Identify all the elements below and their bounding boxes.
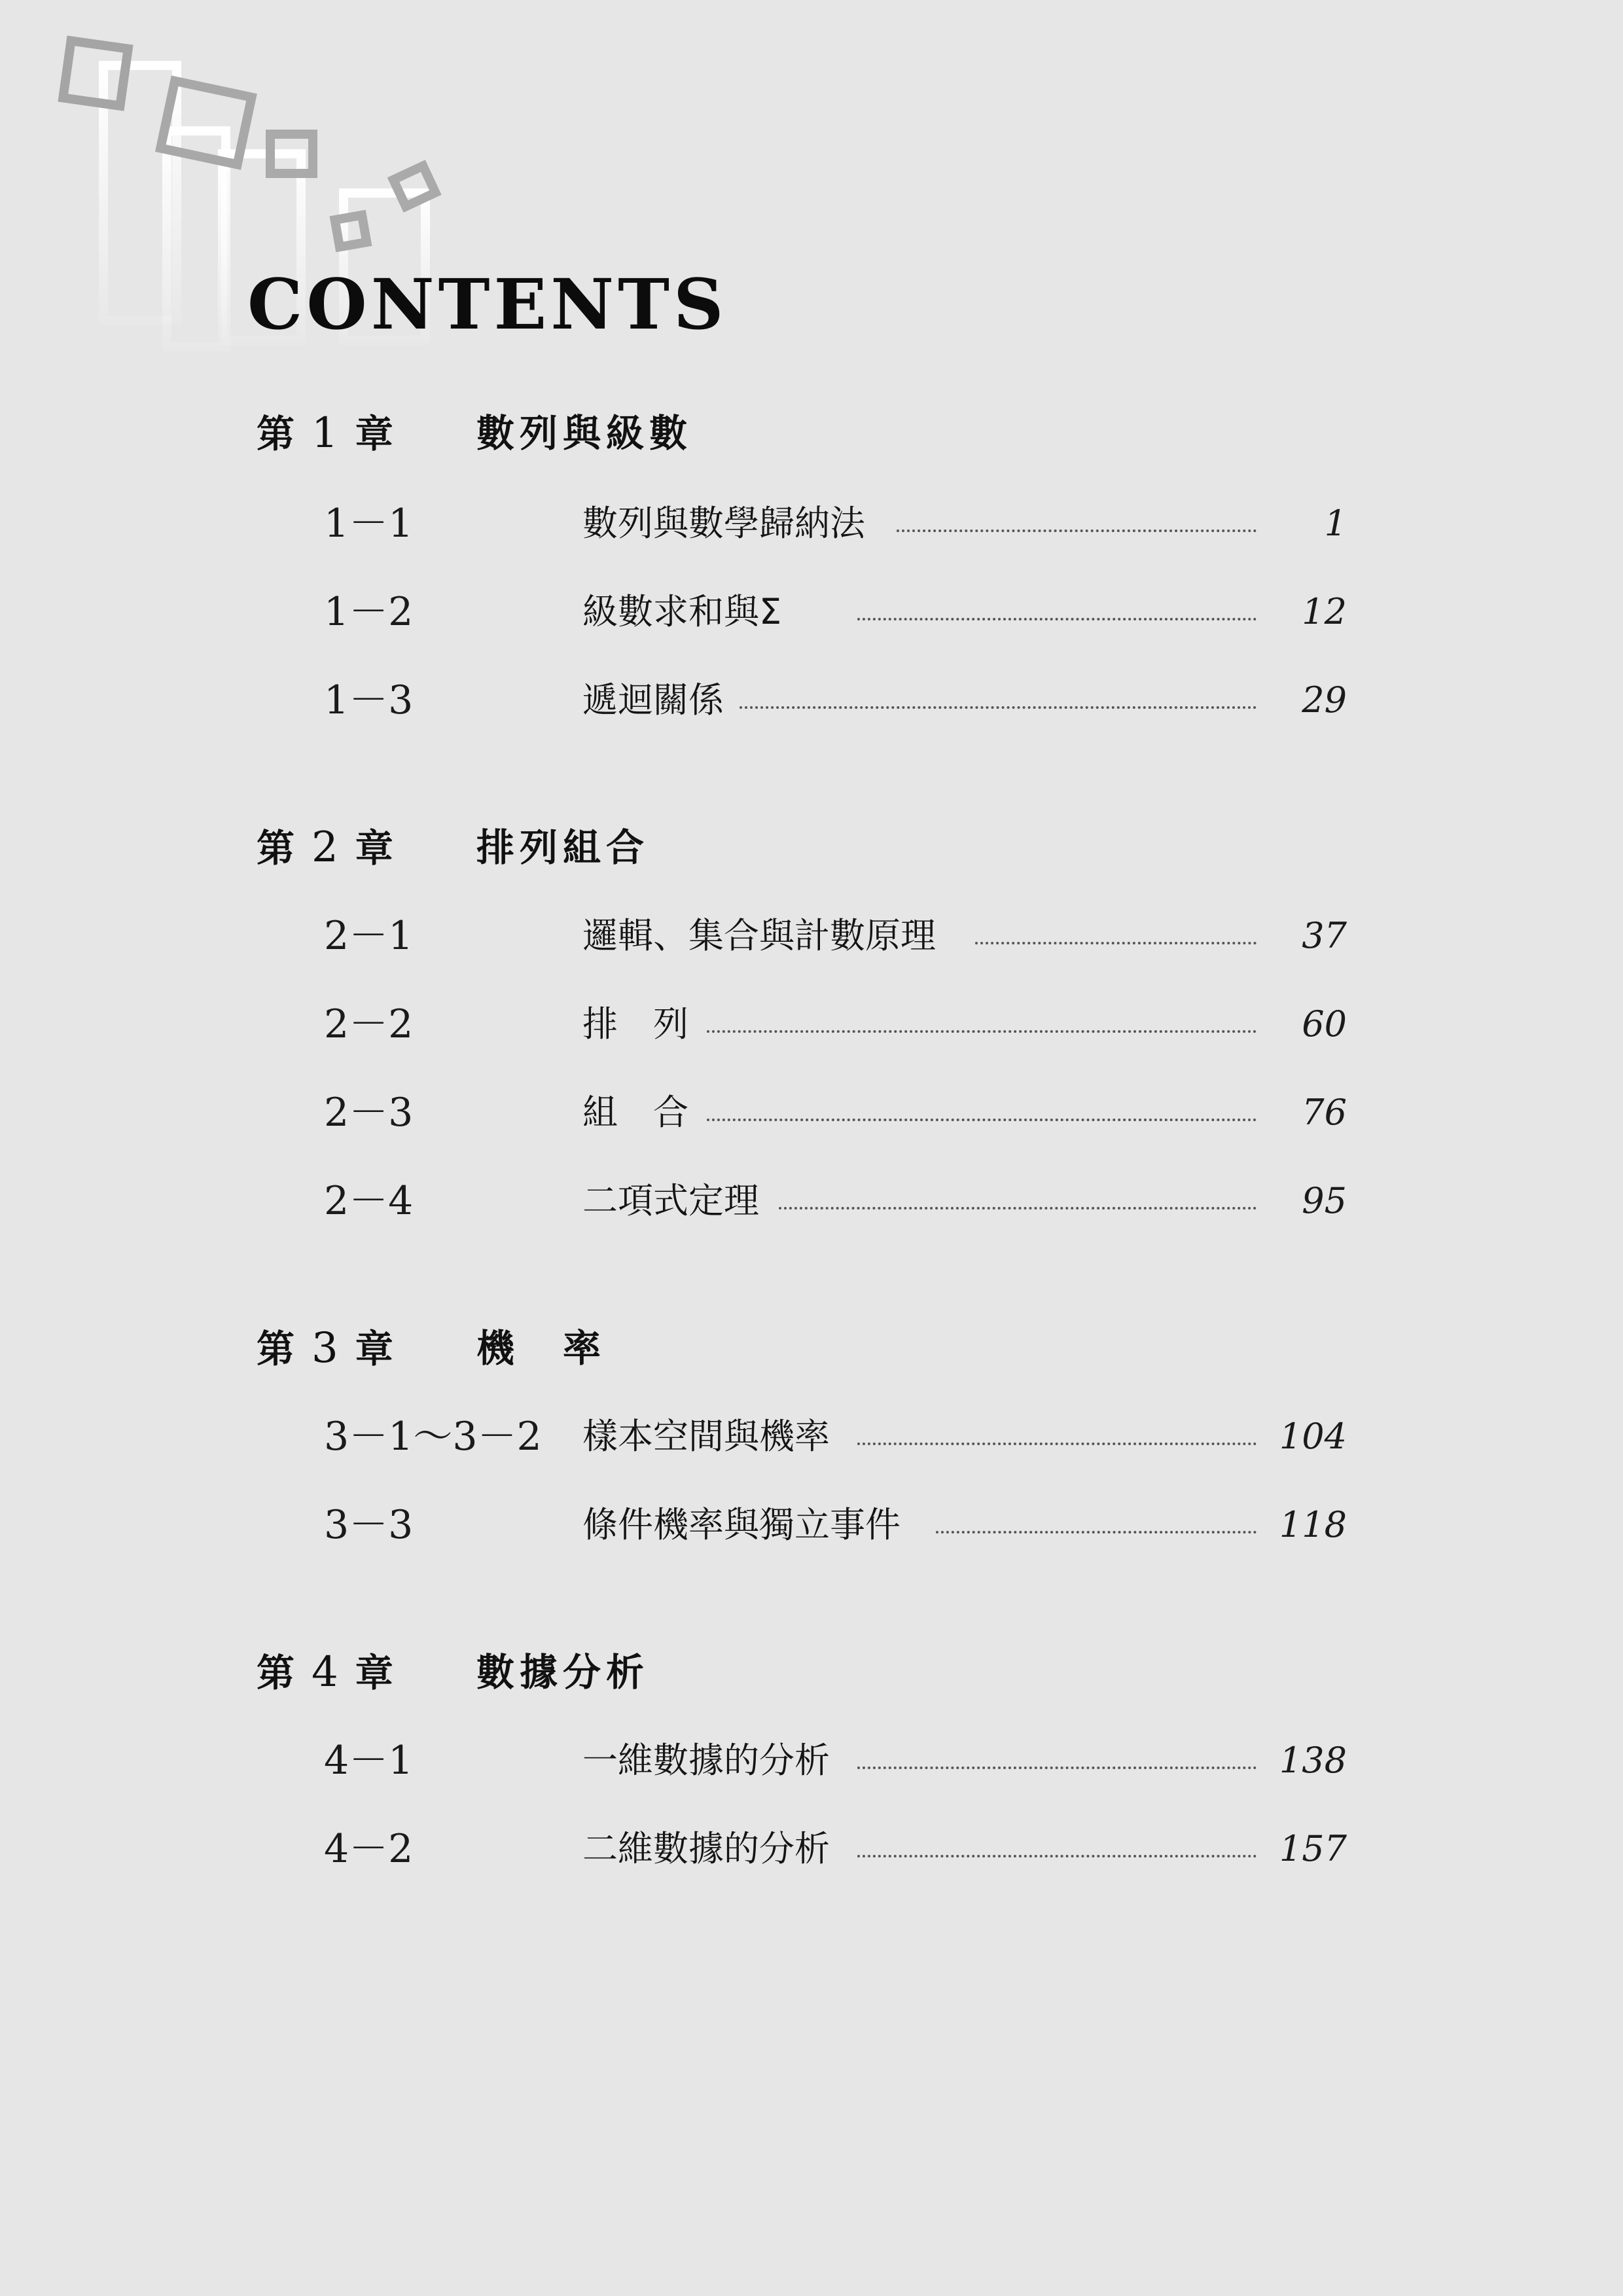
dot-leader xyxy=(975,942,1257,944)
chapter-title: 機 率 xyxy=(476,1326,607,1371)
chapter-number xyxy=(257,1316,396,1382)
dot-leader xyxy=(740,706,1257,709)
toc-entry[interactable] xyxy=(0,995,1623,1054)
chapter-heading xyxy=(0,1316,1623,1381)
toc-entry[interactable] xyxy=(0,1731,1623,1790)
chapter-suffix: 章 xyxy=(355,826,396,870)
section-title: 邏輯、集合與計數原理 xyxy=(582,915,936,956)
section-title: 遞迴關係 xyxy=(582,679,724,721)
section-title: 級數求和與Σ xyxy=(582,591,782,632)
chapter-title: 數列與級數 xyxy=(476,411,693,456)
section-title: 一維數據的分析 xyxy=(582,1740,830,1781)
dot-leader xyxy=(707,1030,1257,1033)
toc-entry[interactable] xyxy=(0,1496,1623,1554)
chapter-suffix: 章 xyxy=(355,412,396,456)
chapter-suffix: 章 xyxy=(355,1327,396,1371)
page-number: 76 xyxy=(1302,1092,1347,1133)
page-number: 60 xyxy=(1302,1003,1347,1045)
chapter-suffix: 章 xyxy=(355,1651,396,1695)
page-number: 95 xyxy=(1302,1180,1347,1221)
section-number: 2－3 xyxy=(324,1090,414,1136)
dot-leader xyxy=(857,618,1257,620)
section-number: 1－1 xyxy=(324,501,414,547)
chapter-number xyxy=(257,1640,396,1706)
chapter-index: 1 xyxy=(312,409,341,457)
toc-entry[interactable] xyxy=(0,1172,1623,1230)
page-number: 37 xyxy=(1302,915,1347,956)
toc-entry[interactable] xyxy=(0,1407,1623,1466)
section-number: 1－2 xyxy=(324,589,414,635)
chapter-index: 2 xyxy=(312,823,341,872)
chapter-prefix: 第 xyxy=(257,1651,298,1695)
page-number: 157 xyxy=(1279,1828,1347,1869)
chapter-heading xyxy=(0,815,1623,880)
page-number: 29 xyxy=(1302,679,1347,721)
section-number: 2－1 xyxy=(324,913,414,959)
dot-leader xyxy=(897,529,1257,532)
toc-entry[interactable] xyxy=(0,1820,1623,1878)
dot-leader xyxy=(857,1855,1257,1857)
chapter-prefix: 第 xyxy=(257,412,298,456)
section-number: 1－3 xyxy=(324,677,414,723)
dot-leader xyxy=(779,1207,1257,1210)
chapter-title: 數據分析 xyxy=(476,1650,650,1695)
section-title: 樣本空間與機率 xyxy=(582,1416,830,1457)
page-number: 1 xyxy=(1324,503,1347,544)
chapter-index: 4 xyxy=(312,1648,341,1696)
section-number: 2－4 xyxy=(324,1178,414,1224)
chapter-title: 排列組合 xyxy=(476,825,650,870)
section-title: 二維數據的分析 xyxy=(582,1828,830,1869)
toc-entry[interactable] xyxy=(0,494,1623,553)
page-number: 104 xyxy=(1279,1416,1347,1457)
section-title: 組 合 xyxy=(582,1092,688,1133)
chapter-prefix: 第 xyxy=(257,826,298,870)
chapter-heading xyxy=(0,401,1623,466)
section-number: 4－2 xyxy=(324,1826,414,1872)
dot-leader xyxy=(857,1767,1257,1769)
section-number: 3－3 xyxy=(324,1502,414,1548)
section-title: 二項式定理 xyxy=(582,1180,759,1221)
chapter-number xyxy=(257,401,396,467)
page-number: 138 xyxy=(1279,1740,1347,1781)
section-number: 3－1～3－2 xyxy=(324,1414,542,1460)
dot-leader xyxy=(857,1443,1257,1445)
toc-entry[interactable] xyxy=(0,583,1623,641)
chapter-number xyxy=(257,815,396,881)
dot-leader xyxy=(936,1531,1257,1534)
chapter-heading xyxy=(0,1640,1623,1705)
page-number: 12 xyxy=(1302,591,1347,632)
page-title: CONTENTS xyxy=(247,263,728,345)
section-title: 條件機率與獨立事件 xyxy=(582,1504,901,1545)
dot-leader xyxy=(707,1119,1257,1121)
toc-entry[interactable] xyxy=(0,1083,1623,1142)
section-title: 排 列 xyxy=(582,1003,688,1045)
toc-entry[interactable] xyxy=(0,671,1623,730)
section-number: 4－1 xyxy=(324,1738,414,1784)
chapter-index: 3 xyxy=(312,1324,341,1372)
section-number: 2－2 xyxy=(324,1001,414,1047)
page-number: 118 xyxy=(1279,1504,1347,1545)
chapter-prefix: 第 xyxy=(257,1327,298,1371)
toc-entry[interactable] xyxy=(0,906,1623,965)
section-title: 數列與數學歸納法 xyxy=(582,503,865,544)
